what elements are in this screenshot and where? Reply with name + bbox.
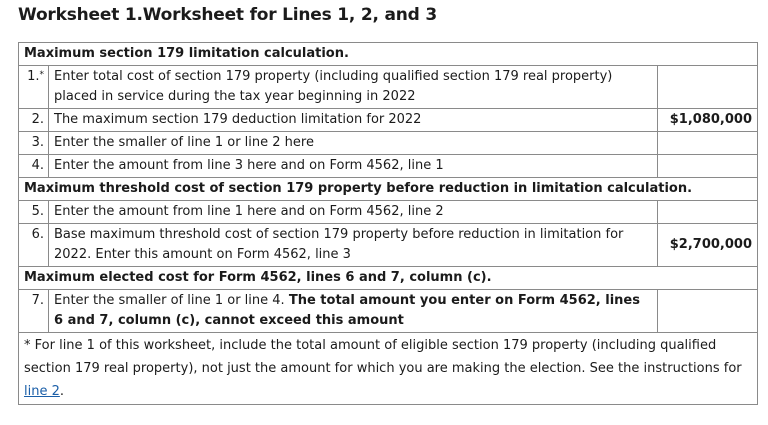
line-description: Base maximum threshold cost of section 179 property before reduction in limitation for 2022. Enter this amount on Form 4562, line 3 xyxy=(49,224,658,267)
footnote-end: . xyxy=(59,384,65,399)
line-number: 3. xyxy=(19,132,49,155)
table-row xyxy=(19,224,758,267)
table-row xyxy=(19,201,758,224)
line-number: 6. xyxy=(19,224,49,267)
section-title: Maximum threshold cost of section 179 property before reduction in limitation calculation. xyxy=(19,178,758,201)
line-description-bold: The total amount you enter on Form 4562, lines 6 and 7, column (c), cannot exceed this amount xyxy=(54,293,640,328)
section-title: Maximum elected cost for Form 4562, lines 6 and 7, column (c). xyxy=(19,267,758,290)
table-row xyxy=(19,290,758,333)
table-row xyxy=(19,66,758,109)
footnote xyxy=(19,333,758,405)
line-amount xyxy=(657,290,757,333)
line-number-text: 1. xyxy=(27,69,40,84)
section-header-row xyxy=(19,178,758,201)
line-number: 4. xyxy=(19,155,49,178)
line-description-plain: Enter the smaller of line 1 or line 4. xyxy=(54,293,285,308)
worksheet-table xyxy=(18,42,758,405)
footnote-row xyxy=(19,333,758,405)
line-amount xyxy=(657,155,757,178)
footnote-marker: * xyxy=(39,70,44,80)
line-description: Enter total cost of section 179 property (including qualified section 179 real property) placed in service during the tax year beginning in 2022 xyxy=(49,66,658,109)
line-number: 5. xyxy=(19,201,49,224)
table-row xyxy=(19,109,758,132)
line-description: The maximum section 179 deduction limitation for 2022 xyxy=(49,109,658,132)
line-description: Enter the amount from line 1 here and on Form 4562, line 2 xyxy=(49,201,658,224)
section-title: Maximum section 179 limitation calculation. xyxy=(19,43,758,66)
line-amount xyxy=(657,132,757,155)
line-description: Enter the smaller of line 1 or line 2 here xyxy=(49,132,658,155)
section-header-row xyxy=(19,267,758,290)
line-amount xyxy=(657,201,757,224)
line-amount: $2,700,000 xyxy=(657,224,757,267)
table-row xyxy=(19,155,758,178)
line-number: 7. xyxy=(19,290,49,333)
footnote-text: * For line 1 of this worksheet, include the total amount of eligible section 179 property (including qualified section 179 real property), not just the amount for which you are making the election. See the instructions for xyxy=(24,338,742,376)
line-description: Enter the amount from line 3 here and on Form 4562, line 1 xyxy=(49,155,658,178)
line-amount xyxy=(657,66,757,109)
line-2-link[interactable]: line 2 xyxy=(24,384,60,399)
line-number xyxy=(19,66,49,109)
worksheet-title: Worksheet 1.Worksheet for Lines 1, 2, and 3 xyxy=(18,5,437,25)
line-number: 2. xyxy=(19,109,49,132)
table-row xyxy=(19,132,758,155)
line-amount: $1,080,000 xyxy=(657,109,757,132)
line-description xyxy=(49,290,658,333)
section-header-row xyxy=(19,43,758,66)
